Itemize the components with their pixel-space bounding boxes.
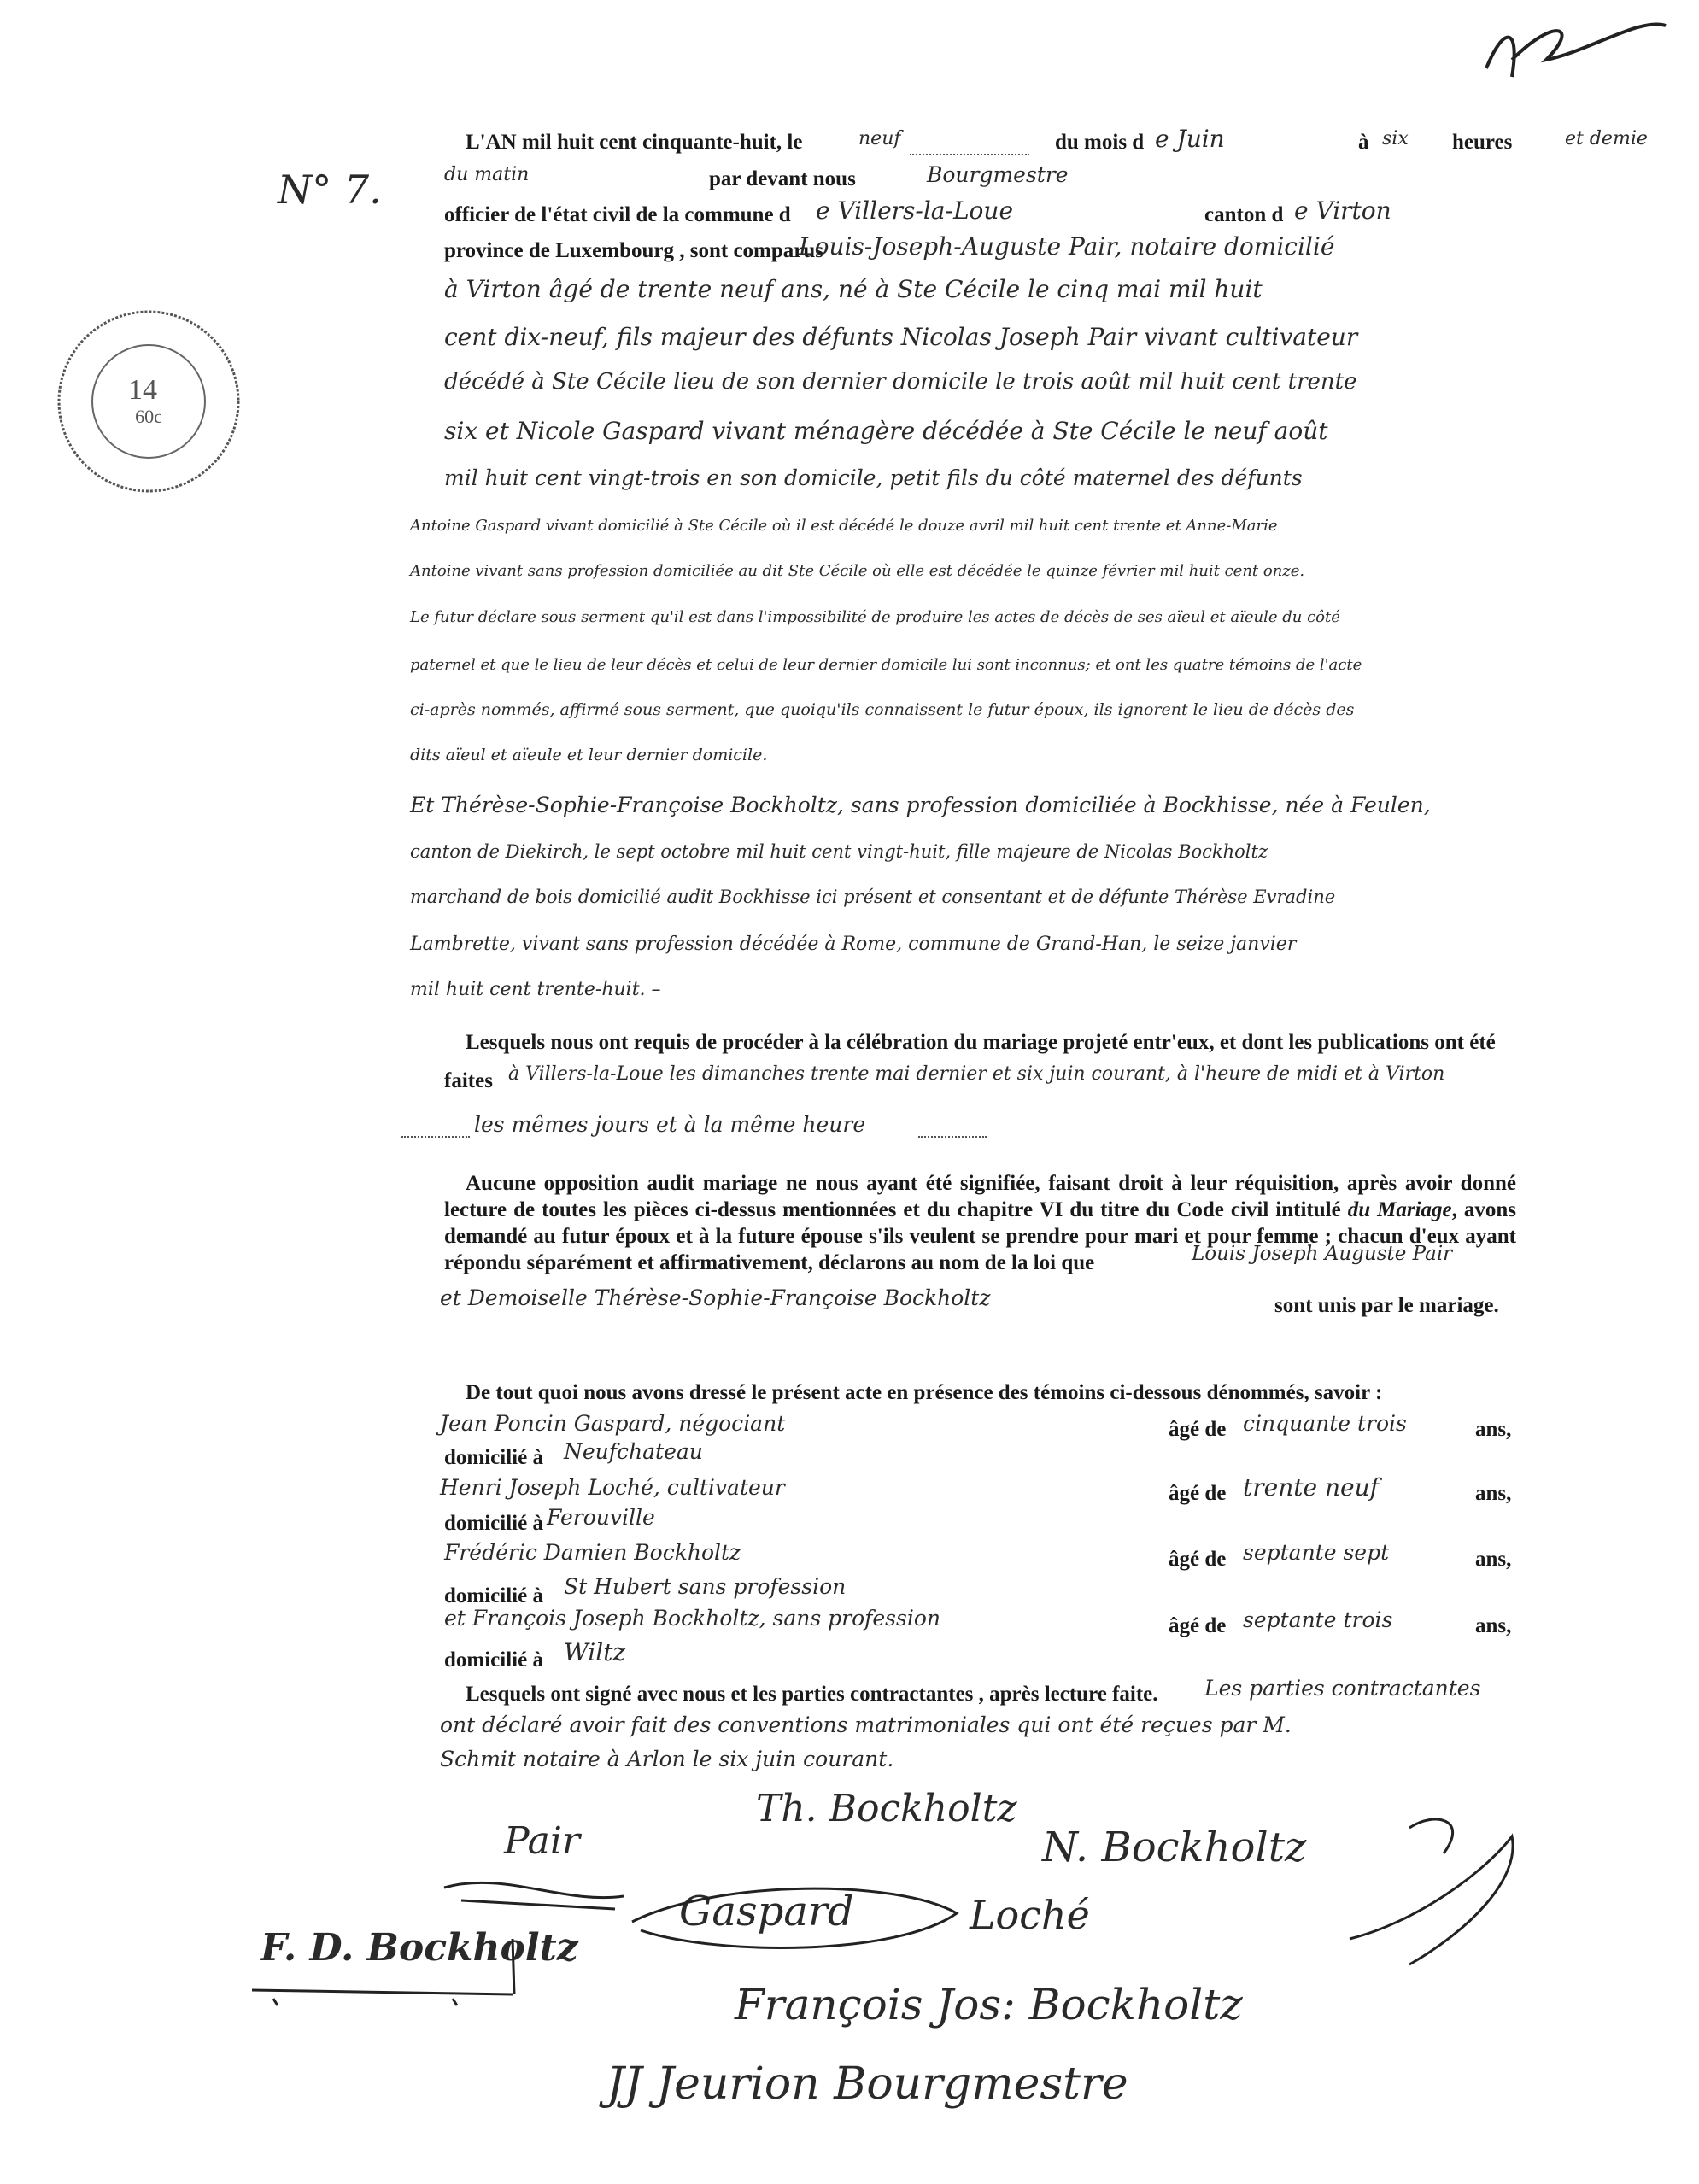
month-value: e Juin [1155, 125, 1225, 153]
groom-line: Antoine Gaspard vivant domicilié à Ste Cécile où il est décédé le douze avril mil huit cent trente et Anne-Marie [410, 517, 1278, 535]
intro-lead: L'AN mil huit cent cinquante-huit, le [466, 131, 803, 154]
groom-line: à Virton âgé de trente neuf ans, né à Ste Cécile le cinq mai mil huit [444, 275, 1263, 303]
canton-value: e Virton [1294, 196, 1391, 225]
signature-fd-bockholtz: F. D. Bockholtz [261, 1926, 578, 1970]
fill-line [401, 1136, 470, 1138]
groom-line: Le futur déclare sous serment qu'il est dans l'impossibilité de produire les actes de décès de ses aïeul et aïeule du côté [410, 608, 1340, 626]
years-label: ans, [1475, 1418, 1512, 1441]
groom-line: décédé à Ste Cécile lieu de son dernier domicile le trois août mil huit cent trente [444, 369, 1357, 395]
signature-flourish [436, 1836, 632, 1918]
domicile-label: domicilié à [444, 1512, 543, 1535]
publication-line2: les mêmes jours et à la même heure [474, 1112, 866, 1137]
commune-value: e Villers-la-Loue [816, 196, 1014, 225]
age-label: âgé de [1169, 1482, 1227, 1505]
hour-value: six [1382, 128, 1409, 149]
declaration-italic: du Mariage [1347, 1198, 1452, 1221]
signature-bourgmestre: JJ Jeurion Bourgmestre [606, 2058, 1128, 2110]
faites-label: faites [444, 1069, 493, 1092]
age-label: âgé de [1169, 1614, 1227, 1637]
witness-domicile: Neufchateau [564, 1439, 703, 1464]
witness-age: septante trois [1243, 1607, 1393, 1632]
bride-line: canton de Diekirch, le sept octobre mil huit cent vingt-huit, fille majeure de Nicolas Bockholtz [410, 841, 1268, 862]
witness-name: Henri Joseph Loché, cultivateur [440, 1475, 785, 1500]
witness-domicile: Ferouville [547, 1505, 655, 1530]
svg-text:14: 14 [128, 374, 157, 406]
canton-label: canton d [1204, 203, 1284, 226]
years-label: ans, [1475, 1548, 1512, 1571]
before-label: par devant nous [709, 167, 856, 190]
years-label: ans, [1475, 1482, 1512, 1505]
day-value: neuf [858, 128, 901, 149]
bride-line: mil huit cent trente-huit. – [410, 979, 661, 1000]
hours-label: heures [1452, 131, 1513, 154]
groom-start: Louis-Joseph-Auguste Pair, notaire domicilié [799, 232, 1335, 261]
witness-age: septante sept [1243, 1540, 1390, 1565]
groom-line: dits aïeul et aïeule et leur dernier domicile. [410, 746, 768, 764]
witness-domicile: St Hubert sans profession [564, 1574, 847, 1599]
witnesses-intro: De tout quoi nous avons dressé le présent acte en présence des témoins ci-dessous dénommés, savoir : [466, 1381, 1383, 1404]
closing-hw-3: Schmit notaire à Arlon le six juin courant. [440, 1747, 894, 1771]
province-label: province de Luxembourg , sont comparus [444, 239, 824, 262]
publication-text: Lesquels nous ont requis de procéder à la célébration du mariage projeté entr'eux, et dont les publications ont été [466, 1031, 1496, 1054]
declaration-part2: , avons demandé au futur époux et à la future épouse s'ils veulent se prendre pour mari et pour femme ; chacun d'eux ayant répondu séparément et affirmativement, déclarons au nom de la loi que [444, 1198, 1516, 1274]
witness-age: cinquante trois [1243, 1411, 1407, 1436]
paraph-mark [1452, 9, 1674, 107]
svg-text:60c: 60c [135, 406, 162, 427]
signature-pair: Pair [504, 1819, 580, 1863]
declaration-part1: Aucune opposition audit mariage ne nous ayant été signifiée, faisant droit à leur réquisition, après avoir donné lecture de toutes les pièces ci-dessus mentionnées et du chapitre VI du titre du Code civil intitulé [444, 1172, 1516, 1221]
officer-label: officier de l'état civil de la commune d [444, 203, 791, 226]
bride-line: Lambrette, vivant sans profession décédée à Rome, commune de Grand-Han, le seize janvier [410, 934, 1297, 955]
signature-loche: Loché [970, 1892, 1090, 1938]
witness-name: et François Joseph Bockholtz, sans profession [444, 1606, 940, 1631]
signature-francois-bockholtz: François Jos: Bockholtz [735, 1980, 1243, 2029]
signature-box [248, 1913, 521, 2011]
groom-line: mil huit cent vingt-trois en son domicile, petit fils du côté maternel des défunts [444, 465, 1303, 490]
publication-places: à Villers-la-Loue les dimanches trente mai dernier et six juin courant, à l'heure de midi et à Virton [508, 1063, 1445, 1085]
closing-hw-1: Les parties contractantes [1204, 1676, 1481, 1701]
groom-line: Antoine vivant sans profession domiciliée au dit Ste Cécile où elle est décédée le quinze février mil huit cent onze. [410, 562, 1305, 580]
groom-line: paternel et que le lieu de leur décès et celui de leur dernier domicile lui sont inconnus; et ont les quatre témoins de l'acte [410, 656, 1362, 674]
domicile-label: domicilié à [444, 1584, 543, 1607]
signature-n-bockholtz: N. Bockholtz [1042, 1824, 1307, 1871]
domicile-label: domicilié à [444, 1446, 543, 1469]
tax-stamp [53, 303, 245, 500]
witness-age: trente neuf [1243, 1473, 1379, 1502]
fill-line [910, 154, 1029, 155]
bride-line: marchand de bois domicilié audit Bockhisse ici présent et consentant et de défunte Thérèse Evradine [410, 887, 1336, 907]
witness-name: Frédéric Damien Bockholtz [444, 1540, 741, 1565]
groom-line: six et Nicole Gaspard vivant ménagère décédée à Ste Cécile le neuf août [444, 417, 1328, 445]
closing-hw-2: ont déclaré avoir fait des conventions matrimoniales qui ont été reçues par M. [440, 1713, 1292, 1737]
united-label: sont unis par le mariage. [1274, 1294, 1499, 1317]
at-label: à [1358, 131, 1369, 154]
signature-gaspard: Gaspard [679, 1888, 854, 1935]
signature-th-bockholtz: Th. Bockholtz [756, 1787, 1017, 1830]
closing-printed: Lesquels ont signé avec nous et les parties contractantes , après lecture faite. [466, 1683, 1158, 1706]
declaration-groom: Louis Joseph Auguste Pair [1192, 1243, 1453, 1265]
month-label: du mois d [1055, 131, 1145, 154]
age-label: âgé de [1169, 1418, 1227, 1441]
act-number: N° 7. [278, 167, 382, 213]
age-label: âgé de [1169, 1548, 1227, 1571]
domicile-label: domicilié à [444, 1648, 543, 1672]
signature-flourish [1315, 1802, 1538, 1977]
years-label: ans, [1475, 1614, 1512, 1637]
bride-line: Et Thérèse-Sophie-Françoise Bockholtz, sans profession domiciliée à Bockhisse, née à Feulen, [410, 793, 1431, 817]
groom-line: ci-après nommés, affirmé sous serment, que quoiqu'ils connaissent le futur époux, ils ignorent le lieu de décès des [410, 700, 1355, 719]
official-title: Bourgmestre [927, 162, 1069, 187]
declaration-bride: et Demoiselle Thérèse-Sophie-Françoise Bockholtz [440, 1285, 991, 1310]
witness-domicile: Wiltz [564, 1638, 626, 1666]
signature-flourish [615, 1871, 974, 1969]
groom-line: cent dix-neuf, fils majeur des défunts Nicolas Joseph Pair vivant cultivateur [444, 323, 1358, 351]
time-of-day: du matin [444, 164, 530, 185]
witness-name: Jean Poncin Gaspard, négociant [440, 1411, 786, 1436]
fill-line [918, 1136, 987, 1138]
hour-extra: et demie [1565, 128, 1648, 149]
